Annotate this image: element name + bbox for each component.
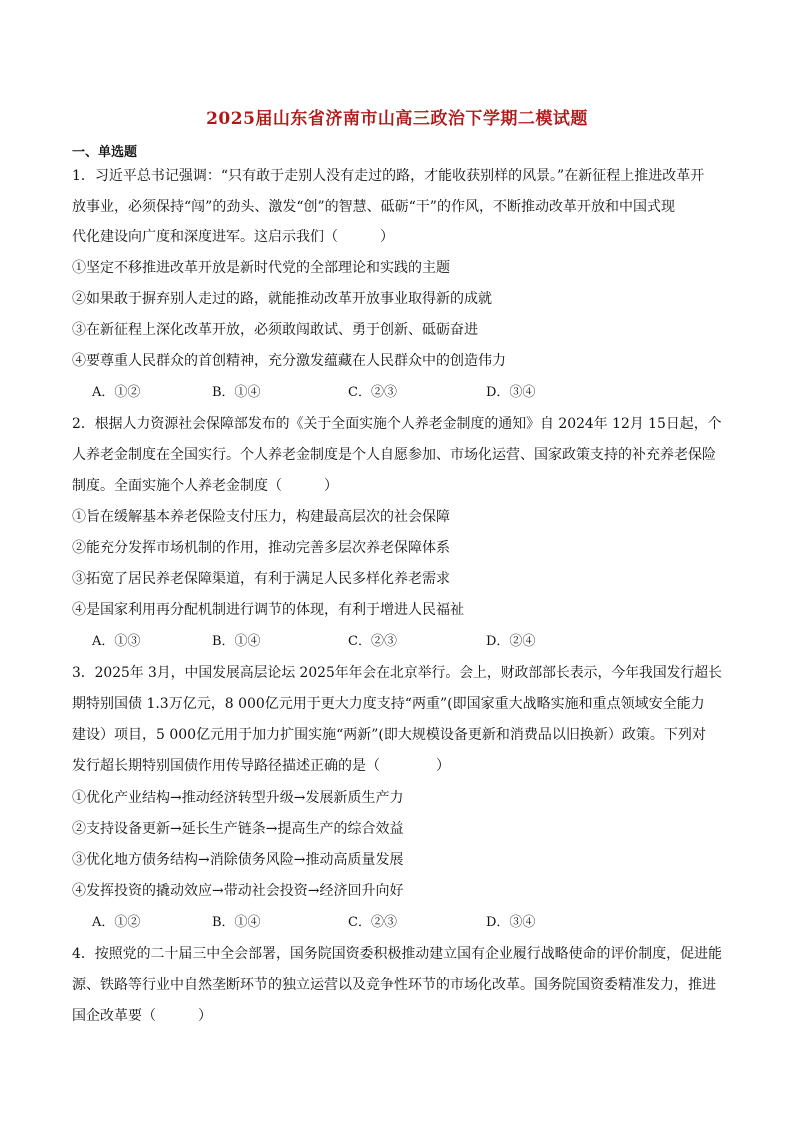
question-2-stem-line: 2．根据人力资源社会保障部发布的《关于全面实施个人养老金制度的通知》自 2024年 12月 15日起，个 [72, 416, 722, 432]
question-2-option-c: C．②③ [348, 634, 397, 649]
question-2-option-b: B．①④ [212, 634, 261, 649]
question-3-stem-line: 发行超长期特别国债作用传导路径描述正确的是（ ） [72, 758, 450, 774]
question-2-stem-line: 人养老金制度在全国实行。个人养老金制度是个人自愿参加、市场化运营、国家政策支持的补充养老保险 [72, 447, 716, 463]
question-2-stem-line: 制度。全面实施个人养老金制度（ ） [72, 478, 338, 494]
question-2-option-a: A．①③ [92, 634, 141, 649]
question-3-option-a: A．①② [92, 915, 141, 930]
question-4-stem-line: 4．按照党的二十届三中全会部署，国务院国资委积极推动建立国有企业履行战略使命的评价制度，促进能 [72, 946, 722, 962]
question-1-statement: ①坚定不移推进改革开放是新时代党的全部理论和实践的主题 [72, 260, 450, 276]
section-heading: 一、单选题 [72, 145, 138, 160]
question-1-statement: ②如果敢于摒弃别人走过的路，就能推动改革开放事业取得新的成就 [72, 291, 492, 307]
question-3-option-c: C．②③ [348, 915, 397, 930]
question-1-stem-line: 1．习近平总书记强调：“只有敢于走别人没有走过的路，才能收获别样的风景。”在新征程上推进改革开 [72, 168, 705, 184]
question-1-statement: ④要尊重人民群众的首创精神，充分激发蕴藏在人民群众中的创造伟力 [72, 353, 506, 369]
question-1-stem-line: 放事业，必须保持“闯”的劲头、激发“创”的智慧、砥砺“干”的作风，不断推动改革开放和中国式现 [72, 199, 675, 215]
question-3-statement: ④发挥投资的撬动效应→带动社会投资→经济回升向好 [72, 883, 404, 899]
question-4-stem-line: 源、铁路等行业中自然垄断环节的独立运营以及竞争性环节的市场化改革。国务院国资委精准发力，推进 [72, 977, 716, 993]
question-2-statement: ②能充分发挥市场机制的作用，推动完善多层次养老保障体系 [72, 540, 450, 556]
question-2-statement: ①旨在缓解基本养老保险支付压力，构建最高层次的社会保障 [72, 509, 450, 525]
question-1-option-b: B．①④ [212, 385, 261, 400]
question-1-option-a: A．①② [92, 385, 141, 400]
question-4-stem-line: 国企改革要（ ） [72, 1008, 212, 1024]
question-1-option-c: C．②③ [348, 385, 397, 400]
question-3-statement: ①优化产业结构→推动经济转型升级→发展新质生产力 [72, 790, 404, 806]
question-2-option-d: D．②④ [486, 634, 536, 649]
question-3-stem-line: 期特别国债 1.3万亿元，8 000亿元用于更大力度支持“两重”(即国家重大战略实施和重点领域安全能力 [72, 696, 705, 712]
question-3-stem-line: 3．2025年 3月，中国发展高层论坛 2025年年会在北京举行。会上，财政部部长表示，今年我国发行超长 [72, 665, 722, 681]
question-3-option-d: D．③④ [486, 915, 536, 930]
question-2-statement: ④是国家利用再分配机制进行调节的体现，有利于增进人民福祉 [72, 602, 464, 618]
question-3-statement: ③优化地方债务结构→消除债务风险→推动高质量发展 [72, 852, 404, 868]
question-3-option-b: B．①④ [212, 915, 261, 930]
question-2-statement: ③拓宽了居民养老保障渠道，有利于满足人民多样化养老需求 [72, 571, 450, 587]
exam-title: 2025届山东省济南市山高三政治下学期二模试题 [206, 109, 588, 129]
question-3-stem-line: 建设）项目，5 000亿元用于加力扩围实施“两新”(即大规模设备更新和消费品以旧换新）政策。下列对 [72, 727, 706, 743]
question-1-statement: ③在新征程上深化改革开放，必须敢闯敢试、勇于创新、砥砺奋进 [72, 322, 478, 338]
question-3-statement: ②支持设备更新→延长生产链条→提高生产的综合效益 [72, 821, 404, 837]
question-1-option-d: D．③④ [486, 385, 536, 400]
question-1-stem-line: 代化建设向广度和深度进军。这启示我们（ ） [72, 229, 394, 245]
